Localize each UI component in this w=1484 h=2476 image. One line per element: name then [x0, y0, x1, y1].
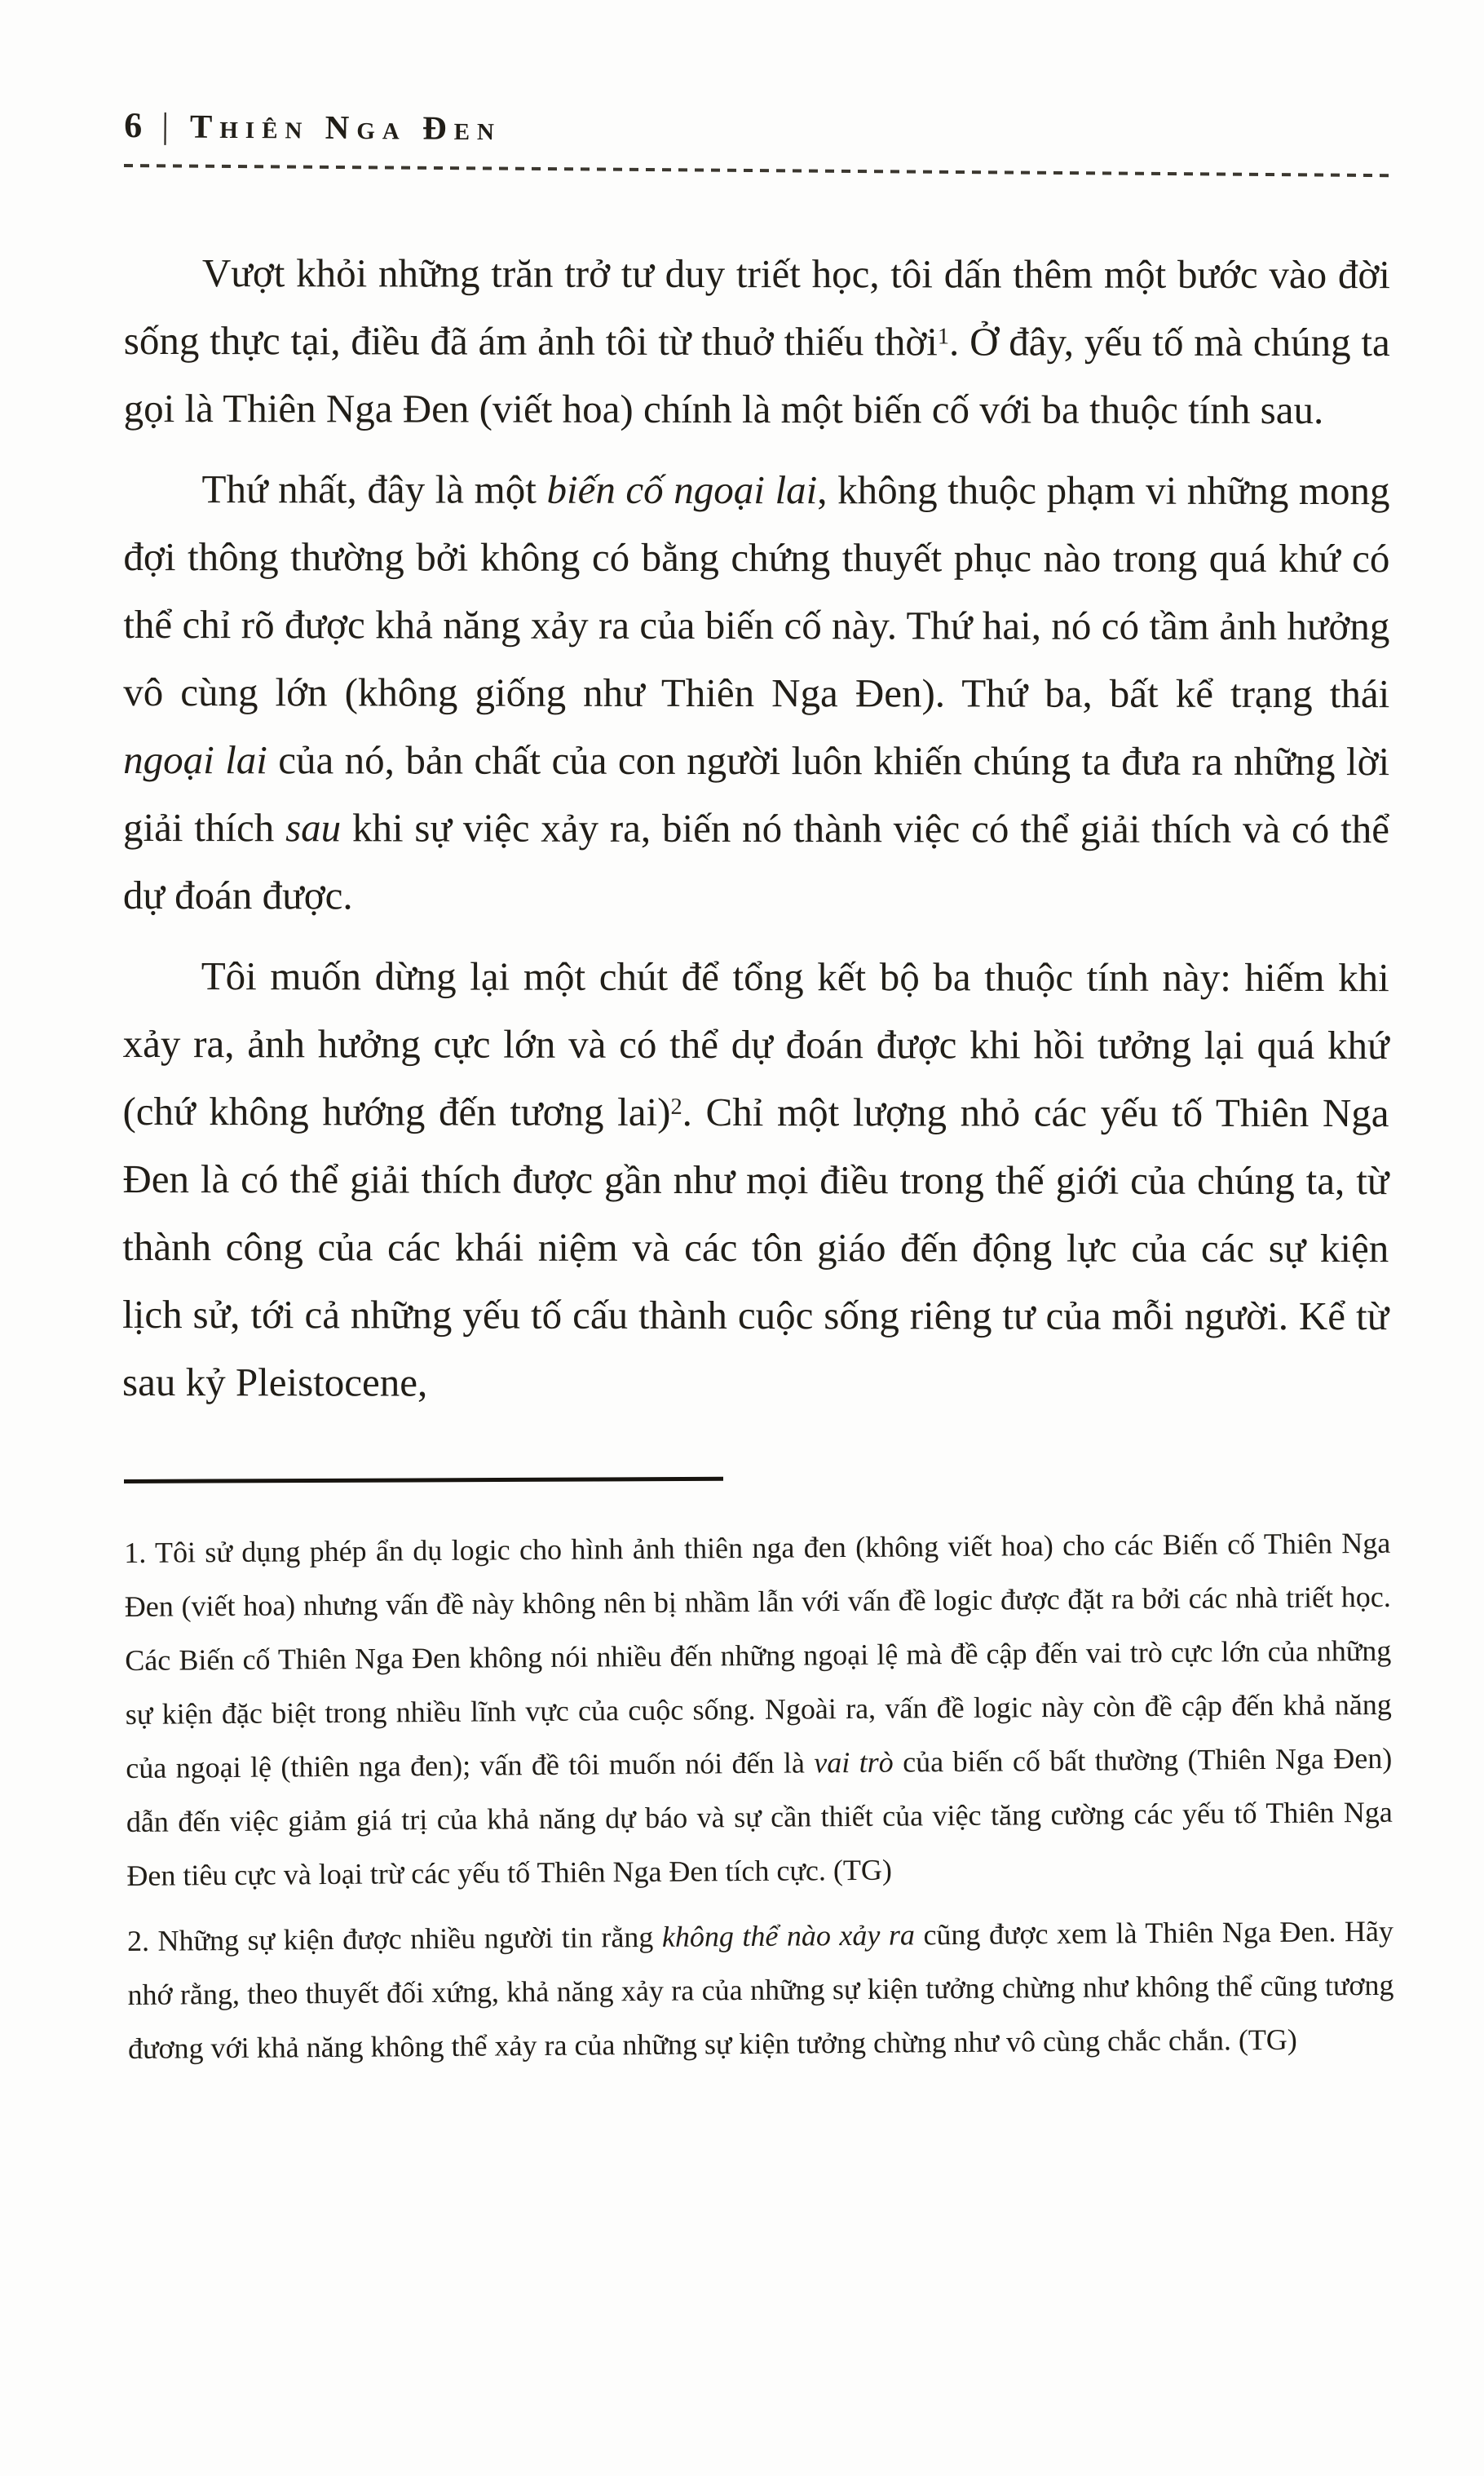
text-run: 1. Tôi sử dụng phép ẩn dụ logic cho hình ảnh thiên nga đen (không viết hoa) cho các Biến cố Thiên Nga Đen (viết hoa) nhưng vấn đề này không nên bị nhầm lẫn với vấn đề logic được đặt ra bởi các nhà triết học. Các Biến cố Thiên Nga Đen không nói nhiều đến những ngoại lệ mà đề cập đến vai trò cực lớn của những sự kiện đặc biệt trong nhiều lĩnh vực của cuộc sống. Ngoài ra, vấn đề logic này còn đề cập đến khả năng của ngoại lệ (thiên nga đen); vấn đề tôi muốn nói đến là: [124, 1526, 1392, 1784]
text-run-italic: ngoại lai: [123, 736, 267, 783]
text-run: cũng được xem là Thiên Nga Đen. Hãy nhớ rằng, theo thuyết đối xứng, khả năng xảy ra của những sự kiện tưởng chừng như không thể cũng tương đương với khả năng không thể xảy ra của những sự kiện tưởng chừng như vô cùng chắc chắn. (TG): [127, 1914, 1394, 2065]
running-title: Thiên Nga Đen: [189, 107, 502, 148]
footnote-ref-2: 2: [670, 1094, 682, 1120]
text-run: . Chỉ một lượng nhỏ các yếu tố Thiên Nga Đen là có thể giải thích được gần như mọi điều trong thế giới của chúng ta, từ thành công của các khái niệm và các tôn giáo đến động lực của các sự kiện lịch sử, tới cả những yếu tố cấu thành cuộc sống riêng tư của mỗi người. Kể từ sau kỷ Pleistocene,: [122, 1089, 1389, 1405]
text-run: 2. Những sự kiện được nhiều người tin rằng: [126, 1920, 663, 1957]
text-run-italic: không thể nào xảy ra: [661, 1918, 916, 1953]
header-dashed-rule: [124, 164, 1390, 177]
text-run-italic: sau: [285, 805, 342, 851]
text-run: Vượt khỏi những trăn trở tư duy triết học, tôi dấn thêm một bước vào đời sống thực tại, điều đã ám ảnh tôi từ thuở thiếu thời: [123, 250, 1390, 365]
text-run: . Ở đây, yếu tố mà chúng ta gọi là Thiên Nga Đen (viết hoa) chính là một biến cố với ba thuộc tính sau.: [123, 319, 1390, 433]
footnote-1: [124, 1516, 1393, 1903]
footnote-2: [127, 1904, 1395, 2076]
text-run-italic: biến cố ngoại lai: [546, 466, 818, 513]
text-run: , không thuộc phạm vi những mong đợi thông thường bởi không có bằng chứng thuyết phục nào trong quá khứ có thể chỉ rõ được khả năng xảy ra của biến cố này. Thứ hai, nó có tầm ảnh hưởng vô cùng lớn (không giống như Thiên Nga Đen). Thứ ba, bất kể trạng thái: [123, 467, 1390, 717]
footnote-ref-1: 1: [937, 324, 950, 350]
header-separator: |: [161, 105, 170, 146]
body-paragraph-2: [123, 455, 1390, 931]
text-run: Tôi muốn dừng lại một chút để tổng kết bộ ba thuộc tính này: hiếm khi xảy ra, ảnh hưởng cực lớn và có thể dự đoán được khi hồi tưởng lại quá khứ (chứ không hướng đến tương lai): [122, 953, 1389, 1134]
text-run: của nó, bản chất của con người luôn khiến chúng ta đưa ra những lời giải thích: [122, 737, 1390, 851]
page-header: [124, 104, 1390, 155]
page-number: 6: [124, 105, 144, 146]
text-run: của biến cố bất thường (Thiên Nga Đen) dẫn đến việc giảm giá trị của khả năng dự báo và sự cần thiết của việc tăng cường các yếu tố Thiên Nga Đen tiêu cực và loại trừ các yếu tố Thiên Nga Đen tích cực. (TG): [126, 1741, 1393, 1892]
text-run-italic: vai trò: [814, 1745, 894, 1780]
text-run: Thứ nhất, đây là một: [201, 466, 547, 512]
footnote-rule: [124, 1477, 723, 1483]
body-text: [122, 239, 1390, 1417]
body-paragraph-3: [122, 942, 1389, 1417]
text-run: khi sự việc xảy ra, biến nó thành việc có thể giải thích và có thể dự đoán được.: [122, 805, 1390, 918]
body-paragraph-1: [124, 239, 1390, 444]
footnotes: [124, 1516, 1394, 2076]
